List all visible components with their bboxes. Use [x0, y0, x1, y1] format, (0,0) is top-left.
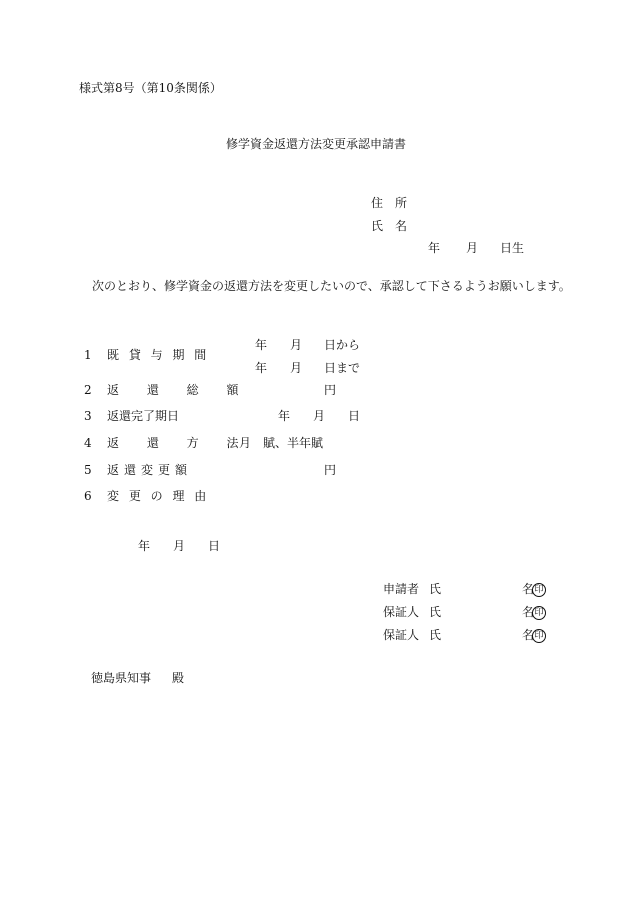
signature-role-applicant: 申請者: [383, 582, 420, 596]
address-label: 住 所: [371, 196, 408, 210]
signature-role-guarantor: 保証人: [383, 628, 420, 642]
birth-year: 年: [428, 241, 441, 255]
item-label-total-repayment: 返 還 総 額: [107, 383, 251, 397]
date-year: 年: [138, 539, 151, 553]
loan-to-month: 月: [290, 361, 303, 375]
addressee: 徳島県知事: [91, 671, 152, 685]
signature-name-label: 氏: [429, 605, 442, 619]
loan-from-year: 年: [255, 338, 268, 352]
changed-amount-unit: 円: [324, 463, 337, 477]
honorific: 殿: [172, 671, 185, 685]
signature-name-end: 名印: [522, 605, 546, 620]
signature-name-end: 名印: [522, 582, 546, 597]
document-title: 修学資金返還方法変更承認申請書: [226, 137, 407, 151]
signature-name-label: 氏: [429, 628, 442, 642]
completion-year: 年: [278, 409, 291, 423]
loan-to-year: 年: [255, 361, 268, 375]
item-number-5: 5: [84, 463, 92, 477]
signature-role-guarantor: 保証人: [383, 605, 420, 619]
total-repayment-unit: 円: [324, 383, 337, 397]
date-day: 日: [208, 539, 221, 553]
loan-from-day: 日から: [324, 338, 361, 352]
date-month: 月: [173, 539, 186, 553]
item-number-3: 3: [84, 409, 92, 423]
item-number-4: 4: [84, 436, 92, 450]
signature-name-label: 氏: [429, 582, 442, 596]
form-number: 様式第8号（第10条関係）: [79, 81, 222, 95]
birth-month: 月: [466, 241, 479, 255]
signature-name-end: 名印: [522, 628, 546, 643]
item-number-1: 1: [84, 348, 92, 362]
item-label-repayment-method: 返 還 方 法: [107, 436, 251, 450]
completion-month: 月: [313, 409, 326, 423]
loan-to-day: 日まで: [324, 361, 361, 375]
request-text: 次のとおり、修学資金の返還方法を変更したいので、承認して下さるようお願いします。: [92, 279, 571, 293]
item-number-2: 2: [84, 383, 92, 397]
item-label-completion-date: 返還完了期日: [107, 409, 180, 423]
seal-mark-icon: 印: [532, 583, 546, 597]
seal-mark-icon: 印: [532, 629, 546, 643]
seal-mark-icon: 印: [532, 606, 546, 620]
completion-day: 日: [348, 409, 361, 423]
item-label-changed-amount: 返還変更額: [107, 463, 193, 477]
item-label-reason: 変 更 の 理 由: [107, 489, 210, 503]
item-number-6: 6: [84, 489, 92, 503]
birth-day: 日生: [500, 241, 525, 255]
item-label-loan-period: 既 貸 与 期 間: [107, 348, 210, 362]
name-label: 氏 名: [371, 219, 408, 233]
loan-from-month: 月: [290, 338, 303, 352]
repayment-method-value: 月 賦、半年賦: [239, 436, 324, 450]
